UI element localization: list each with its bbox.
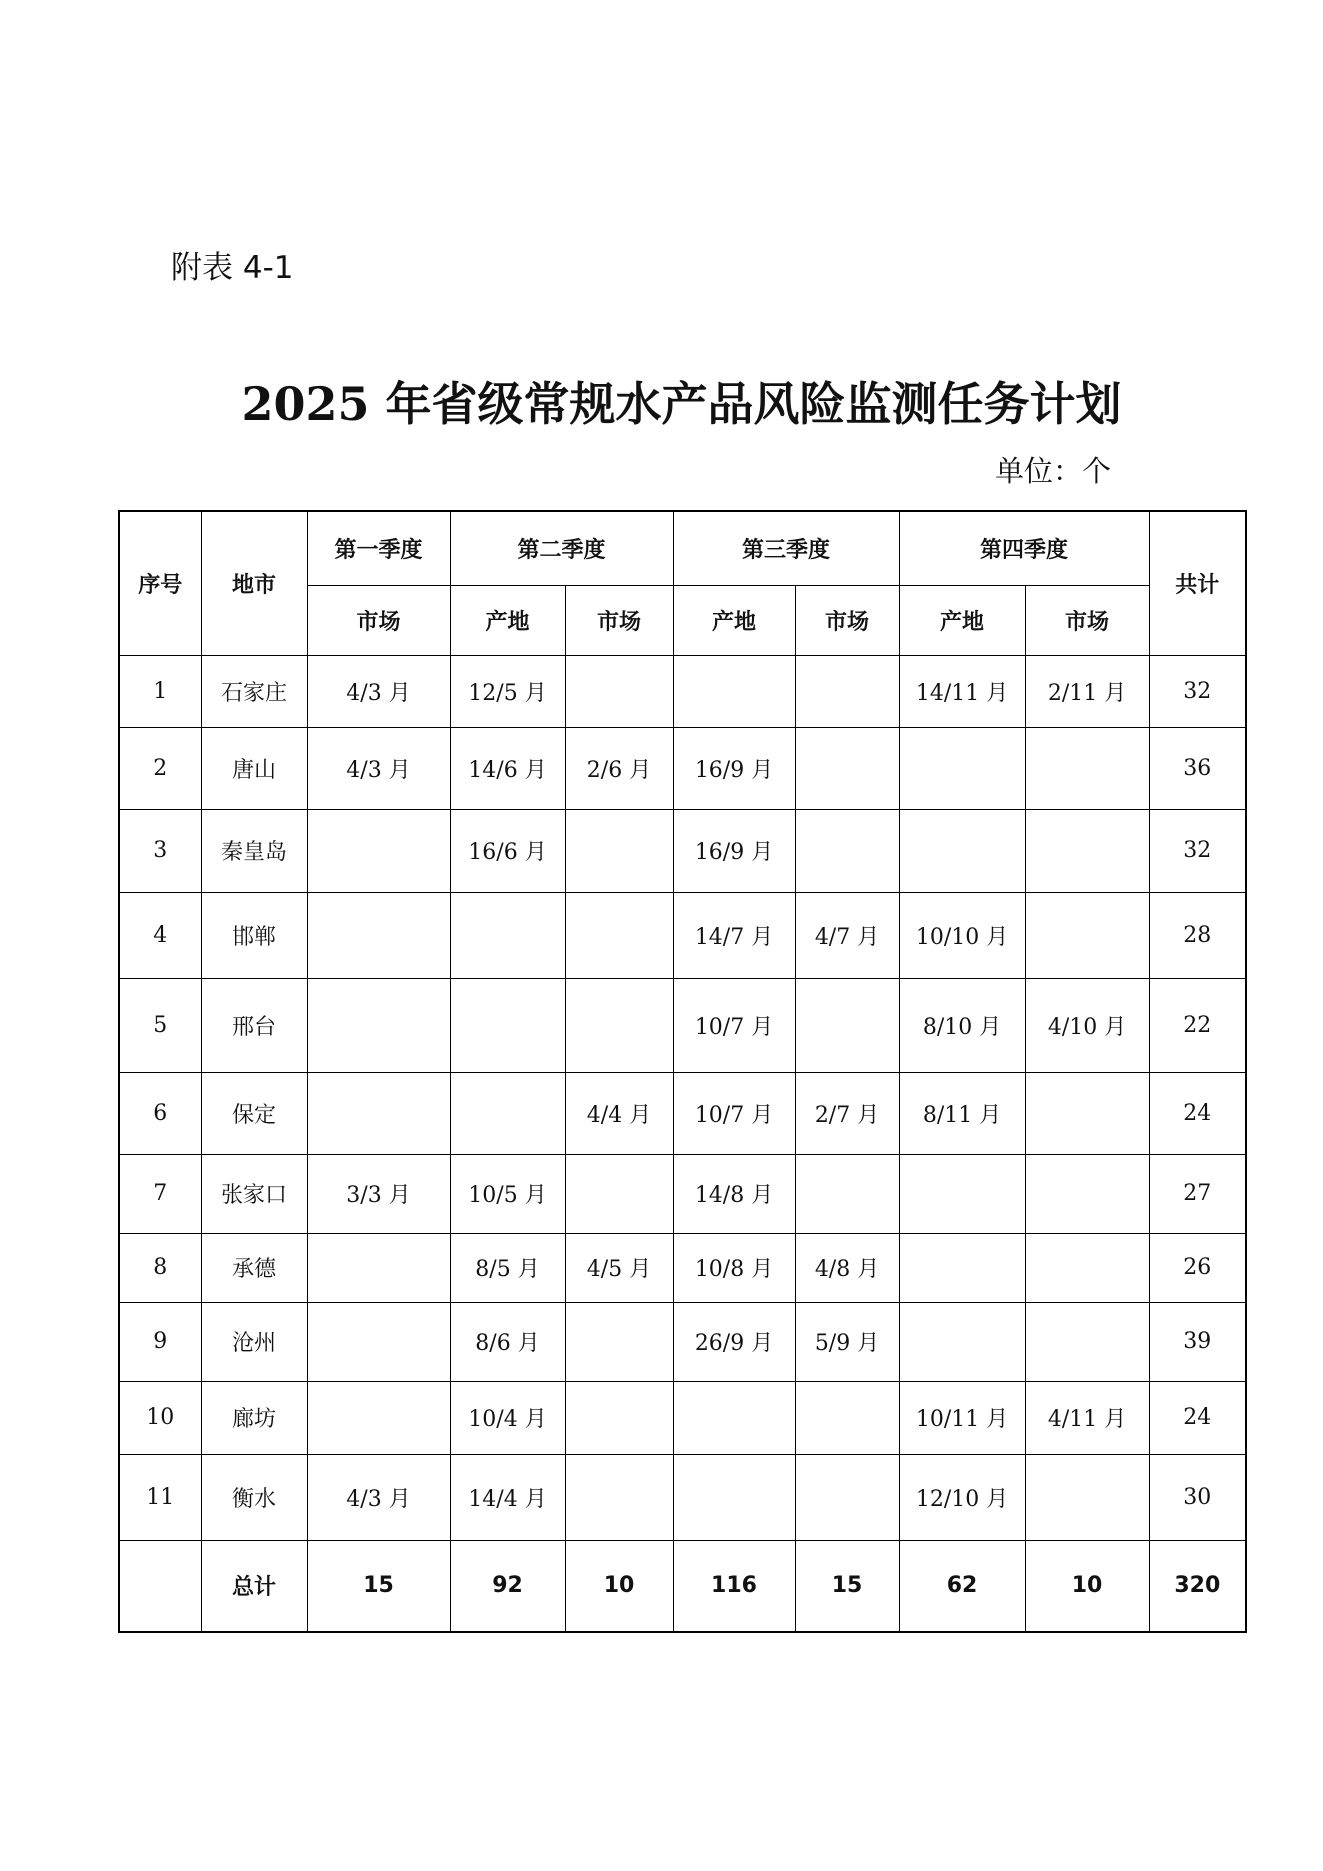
table-row: [119, 655, 1246, 727]
data-cell: [307, 1381, 450, 1454]
data-cell: [450, 892, 565, 978]
row-total-cell: 36: [1149, 727, 1246, 809]
data-cell: 4/4 月: [565, 1072, 673, 1154]
unit-note: 单位：个: [994, 454, 1111, 488]
data-cell: [899, 1154, 1025, 1233]
data-cell: 2/6 月: [565, 727, 673, 809]
data-cell: 12/10 月: [899, 1454, 1025, 1540]
table-row: [119, 809, 1246, 892]
city-cell: 张家口: [201, 1154, 307, 1233]
header-total: 共计: [1149, 511, 1246, 655]
data-cell: [307, 892, 450, 978]
header-q2-market: 市场: [565, 585, 673, 655]
header-q3: 第三季度: [673, 511, 899, 585]
header-q4-market: 市场: [1025, 585, 1149, 655]
data-cell: [795, 809, 899, 892]
totals-row: [119, 1540, 1246, 1632]
header-q3-market: 市场: [795, 585, 899, 655]
data-cell: [565, 1154, 673, 1233]
seq-cell: 9: [119, 1302, 201, 1381]
seq-cell: 4: [119, 892, 201, 978]
header-q3-origin: 产地: [673, 585, 795, 655]
data-cell: [795, 978, 899, 1072]
seq-cell: 3: [119, 809, 201, 892]
data-cell: [565, 809, 673, 892]
data-cell: [565, 1381, 673, 1454]
data-cell: [673, 1381, 795, 1454]
data-cell: [307, 978, 450, 1072]
city-cell: 邯郸: [201, 892, 307, 978]
data-cell: 8/6 月: [450, 1302, 565, 1381]
totals-cell: 116: [673, 1540, 795, 1632]
city-cell: 沧州: [201, 1302, 307, 1381]
row-total-cell: 22: [1149, 978, 1246, 1072]
data-cell: 16/9 月: [673, 727, 795, 809]
data-cell: [307, 1302, 450, 1381]
monitoring-plan-table: [118, 510, 1247, 1633]
data-cell: [565, 978, 673, 1072]
header-q4: 第四季度: [899, 511, 1149, 585]
data-cell: [565, 655, 673, 727]
data-cell: [1025, 1154, 1149, 1233]
table-row: [119, 1454, 1246, 1540]
document-title: 2025 年省级常规水产品风险监测任务计划: [241, 377, 1122, 431]
row-total-cell: 30: [1149, 1454, 1246, 1540]
table-row: [119, 1072, 1246, 1154]
data-cell: [1025, 1233, 1149, 1302]
data-cell: [1025, 1454, 1149, 1540]
table-row: [119, 978, 1246, 1072]
data-cell: 2/7 月: [795, 1072, 899, 1154]
data-cell: 8/5 月: [450, 1233, 565, 1302]
city-cell: 唐山: [201, 727, 307, 809]
data-cell: [1025, 809, 1149, 892]
data-cell: 2/11 月: [1025, 655, 1149, 727]
header-q4-origin: 产地: [899, 585, 1025, 655]
city-cell: 衡水: [201, 1454, 307, 1540]
row-total-cell: 24: [1149, 1381, 1246, 1454]
data-cell: [1025, 727, 1149, 809]
data-cell: 8/10 月: [899, 978, 1025, 1072]
data-cell: 10/7 月: [673, 978, 795, 1072]
data-cell: 14/6 月: [450, 727, 565, 809]
data-cell: [795, 727, 899, 809]
data-cell: 26/9 月: [673, 1302, 795, 1381]
header-q2-origin: 产地: [450, 585, 565, 655]
data-cell: 4/10 月: [1025, 978, 1149, 1072]
data-cell: [307, 809, 450, 892]
data-cell: 5/9 月: [795, 1302, 899, 1381]
header-row-quarters: [119, 511, 1246, 585]
totals-label: 总计: [201, 1540, 307, 1632]
table-row: [119, 1233, 1246, 1302]
totals-cell: 15: [795, 1540, 899, 1632]
data-cell: [450, 1072, 565, 1154]
data-cell: [565, 1454, 673, 1540]
seq-cell: 2: [119, 727, 201, 809]
data-cell: 10/5 月: [450, 1154, 565, 1233]
header-city: 地市: [201, 511, 307, 655]
data-cell: [899, 809, 1025, 892]
city-cell: 承德: [201, 1233, 307, 1302]
seq-cell: 1: [119, 655, 201, 727]
data-cell: [795, 655, 899, 727]
city-cell: 邢台: [201, 978, 307, 1072]
row-total-cell: 28: [1149, 892, 1246, 978]
data-cell: [673, 1454, 795, 1540]
data-cell: 4/3 月: [307, 655, 450, 727]
data-cell: 8/11 月: [899, 1072, 1025, 1154]
table-row: [119, 1302, 1246, 1381]
totals-cell: 92: [450, 1540, 565, 1632]
seq-cell: 5: [119, 978, 201, 1072]
row-total-cell: 39: [1149, 1302, 1246, 1381]
data-cell: [307, 1233, 450, 1302]
data-cell: 10/11 月: [899, 1381, 1025, 1454]
header-q2: 第二季度: [450, 511, 673, 585]
data-cell: 14/11 月: [899, 655, 1025, 727]
row-total-cell: 26: [1149, 1233, 1246, 1302]
row-total-cell: 24: [1149, 1072, 1246, 1154]
data-cell: [899, 1233, 1025, 1302]
totals-cell: 10: [565, 1540, 673, 1632]
data-cell: 12/5 月: [450, 655, 565, 727]
seq-cell: 10: [119, 1381, 201, 1454]
data-cell: [899, 727, 1025, 809]
data-cell: [1025, 1072, 1149, 1154]
totals-cell: 15: [307, 1540, 450, 1632]
header-q1-market: 市场: [307, 585, 450, 655]
data-cell: [795, 1454, 899, 1540]
header-q1: 第一季度: [307, 511, 450, 585]
seq-cell: 6: [119, 1072, 201, 1154]
data-cell: 3/3 月: [307, 1154, 450, 1233]
row-total-cell: 32: [1149, 655, 1246, 727]
data-cell: [1025, 892, 1149, 978]
data-cell: [795, 1154, 899, 1233]
seq-cell: 7: [119, 1154, 201, 1233]
attachment-label: 附表 4-1: [171, 250, 294, 286]
data-cell: [673, 655, 795, 727]
data-cell: 4/11 月: [1025, 1381, 1149, 1454]
data-cell: 10/7 月: [673, 1072, 795, 1154]
row-total-cell: 32: [1149, 809, 1246, 892]
data-cell: 4/3 月: [307, 727, 450, 809]
data-cell: 16/6 月: [450, 809, 565, 892]
table-row: [119, 892, 1246, 978]
row-total-cell: 27: [1149, 1154, 1246, 1233]
totals-cell: 10: [1025, 1540, 1149, 1632]
grand-total-cell: 320: [1149, 1540, 1246, 1632]
data-cell: [450, 978, 565, 1072]
data-cell: 16/9 月: [673, 809, 795, 892]
data-cell: [565, 892, 673, 978]
data-cell: 4/3 月: [307, 1454, 450, 1540]
data-cell: [899, 1302, 1025, 1381]
city-cell: 廊坊: [201, 1381, 307, 1454]
table-row: [119, 1154, 1246, 1233]
data-cell: 4/8 月: [795, 1233, 899, 1302]
data-cell: 10/4 月: [450, 1381, 565, 1454]
city-cell: 石家庄: [201, 655, 307, 727]
totals-seq-cell: [119, 1540, 201, 1632]
data-cell: 4/5 月: [565, 1233, 673, 1302]
seq-cell: 11: [119, 1454, 201, 1540]
city-cell: 秦皇岛: [201, 809, 307, 892]
table-row: [119, 727, 1246, 809]
data-cell: [1025, 1302, 1149, 1381]
data-cell: [307, 1072, 450, 1154]
data-cell: 14/4 月: [450, 1454, 565, 1540]
data-cell: 10/10 月: [899, 892, 1025, 978]
data-cell: 14/7 月: [673, 892, 795, 978]
city-cell: 保定: [201, 1072, 307, 1154]
data-cell: 4/7 月: [795, 892, 899, 978]
data-cell: 10/8 月: [673, 1233, 795, 1302]
table-row: [119, 1381, 1246, 1454]
header-seq: 序号: [119, 511, 201, 655]
seq-cell: 8: [119, 1233, 201, 1302]
data-cell: [795, 1381, 899, 1454]
data-cell: 14/8 月: [673, 1154, 795, 1233]
totals-cell: 62: [899, 1540, 1025, 1632]
data-cell: [565, 1302, 673, 1381]
